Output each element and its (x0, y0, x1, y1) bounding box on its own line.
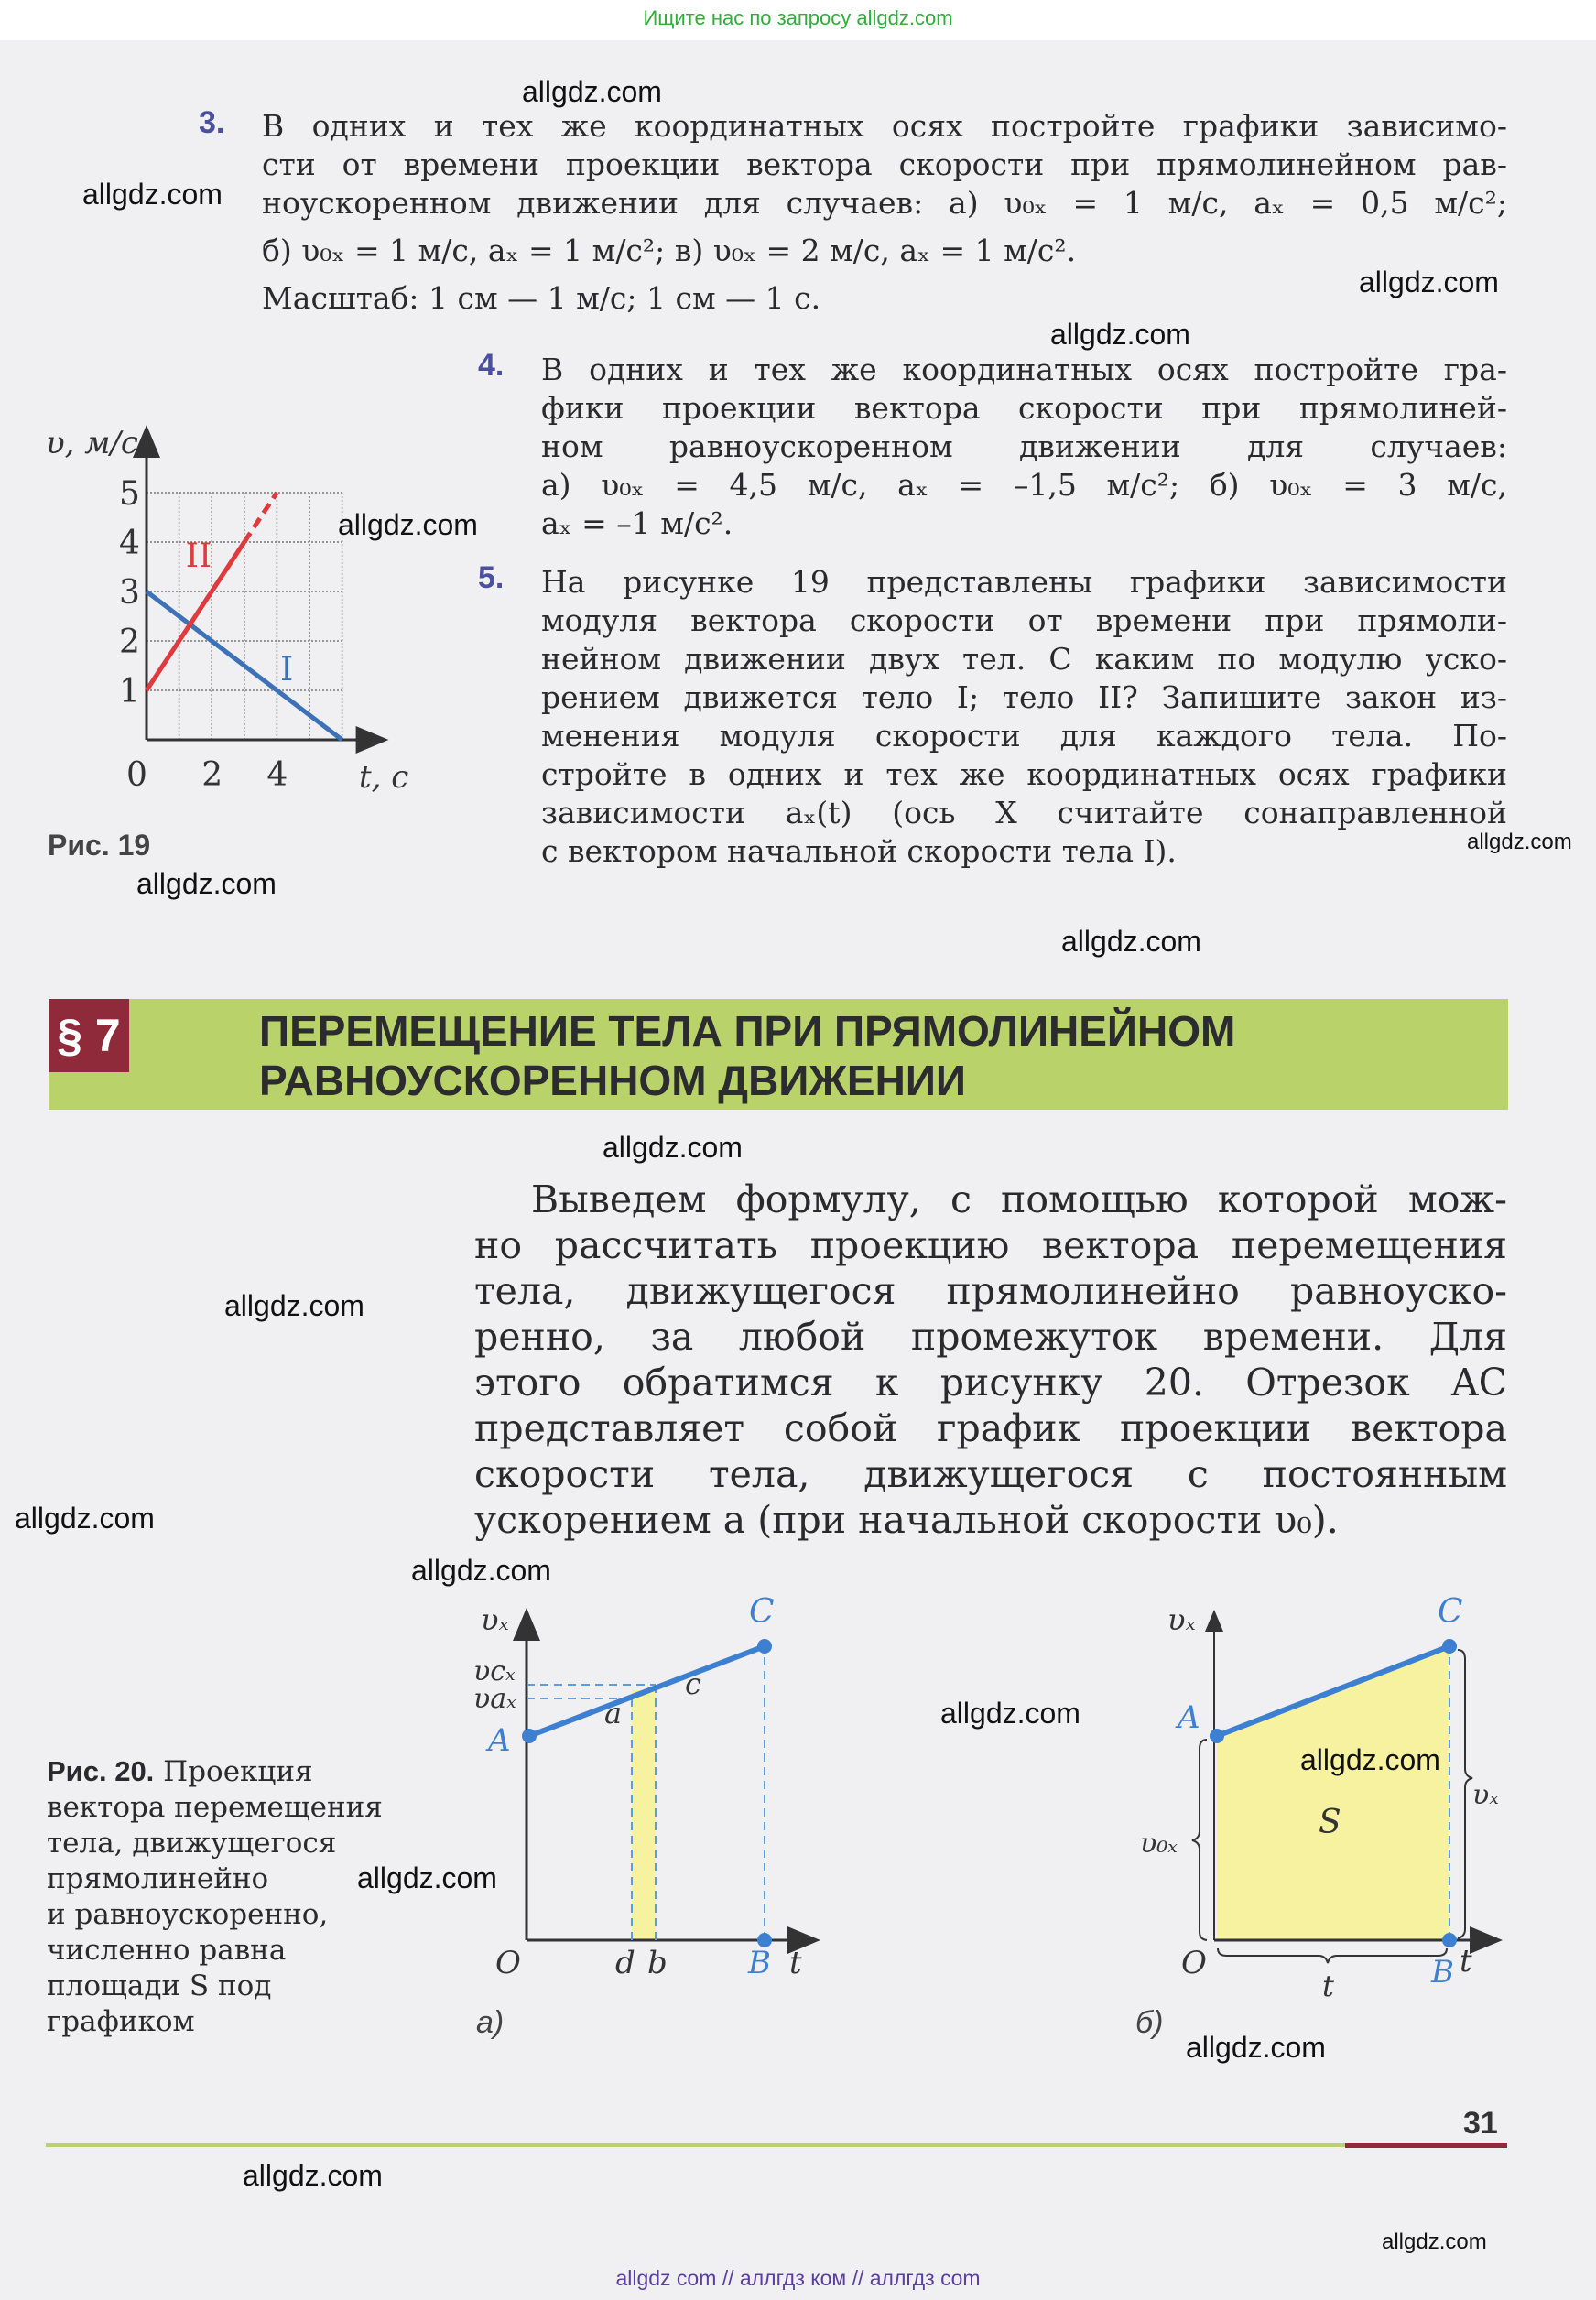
body-paragraph (474, 1177, 1507, 1543)
top-banner: Ищите нас по запросу allgdz.com (0, 0, 1596, 40)
y-tick-label: 2 (119, 624, 140, 661)
label: υₓ (1167, 1602, 1196, 1637)
strip-area (632, 1690, 656, 1940)
text-line: стройте в одних и тех же координатных осях графики (541, 756, 1507, 792)
point-B (1442, 1933, 1457, 1947)
caption-line: и равноускоренно, (47, 1898, 329, 1931)
series-label: I (279, 651, 294, 689)
watermark: allgdz.com (940, 1697, 1080, 1730)
text-line: На рисунке 19 представлены графики зависимости (541, 564, 1507, 600)
y-tick-label: 5 (119, 475, 140, 513)
watermark: allgdz.com (411, 1554, 551, 1587)
text-line: ном равноускоренном движении для случаев: (541, 429, 1507, 464)
text-line: ускорением a (при начальной скорости υ₀). (474, 1498, 1339, 1542)
x-tick-label: 4 (266, 756, 288, 794)
watermark: allgdz.com (1467, 830, 1572, 854)
y-tick-label: 4 (119, 525, 140, 562)
task-number: 4. (478, 348, 505, 383)
watermark: allgdz.com (82, 178, 223, 211)
text-line: нейном движении двух тел. С каким по модулю уско- (541, 641, 1507, 677)
caption-label: Рис. 20. (47, 1755, 155, 1787)
watermark: allgdz.com (522, 75, 662, 108)
point-C (757, 1639, 772, 1654)
text-line: Выведем формулу, с помощью которой мож- (531, 1177, 1507, 1221)
x-tick-label: 0 (126, 756, 147, 794)
task-5-text (541, 563, 1507, 871)
watermark: allgdz.com (224, 1289, 364, 1322)
y-tick-label: 3 (119, 574, 140, 612)
text-line: Масштаб: 1 см — 1 м/с; 1 см — 1 с. (262, 280, 821, 316)
caption-line: Проекция (163, 1755, 313, 1788)
watermark: allgdz.com (1050, 318, 1190, 351)
y-axis-label: υ, м/с (46, 425, 138, 461)
page-number: 31 (1463, 2106, 1498, 2141)
text-line: В одних и тех же координатных осях постройте гра- (541, 352, 1507, 387)
text-line: aₓ = –1 м/с². (541, 505, 733, 541)
bottom-rule-accent (1345, 2143, 1507, 2148)
label: υₓ (481, 1602, 509, 1637)
watermark: allgdz.com (243, 2159, 383, 2192)
section-number-badge: § 7 (49, 999, 129, 1072)
x-axis-label: t, с (359, 759, 409, 796)
caption-line: площади S под (47, 1969, 272, 2002)
label: S (1319, 1804, 1341, 1841)
footer-text: allgdz com // аллгдз ком // аллгдз com (615, 2266, 981, 2290)
watermark: allgdz.com (1382, 2229, 1487, 2254)
label: d (615, 1945, 635, 1981)
task-3-text (262, 107, 1507, 318)
x-tick-label: 2 (201, 756, 223, 794)
figure-19-caption: Рис. 19 (48, 829, 151, 862)
watermark: allgdz.com (1359, 266, 1499, 298)
diagram-a (473, 1593, 815, 2040)
watermark: allgdz.com (1300, 1743, 1440, 1776)
watermark: allgdz.com (1061, 925, 1201, 958)
brace-t (1218, 1948, 1447, 1963)
y-tick-label: 1 (119, 673, 140, 711)
text-line: ренно, за любой промежуток времени. Для (474, 1315, 1507, 1359)
text-line: модуля вектора скорости от времени при прямоли- (541, 602, 1507, 638)
task-number: 5. (478, 560, 505, 595)
text-line: тела, движущегося прямолинейно равноуско- (474, 1269, 1507, 1313)
caption-line: прямолинейно (47, 1862, 269, 1895)
label: t (1460, 1943, 1472, 1980)
figure-20-diagrams (0, 1593, 1596, 2069)
watermark: allgdz.com (603, 1131, 743, 1164)
series-label: II (185, 537, 212, 575)
brace-vx (1458, 1650, 1472, 1938)
label: υₓ (1472, 1779, 1499, 1811)
section-title (259, 1006, 1235, 1105)
text-line: рением движется тело I; тело II? Запишите закон из- (541, 679, 1507, 715)
label: υaₓ (473, 1683, 516, 1715)
text-line: скорости тела, движущегося с постоянным (474, 1452, 1507, 1496)
label: C (1438, 1593, 1463, 1631)
text-line: этого обратимся к рисунку 20. Отрезок AC (474, 1361, 1507, 1405)
text-line: зависимости aₓ(t) (ось X считайте сонаправленной (541, 795, 1507, 830)
label: B (1431, 1954, 1454, 1991)
text-line: фики проекции вектора скорости при прямолиней- (541, 390, 1507, 426)
text-line: В одних и тех же координатных осях постройте графики зависимо- (262, 108, 1507, 144)
label: A (488, 1722, 511, 1759)
label: O (495, 1945, 521, 1981)
figure-19-chart (0, 412, 476, 870)
text-line: сти от времени проекции вектора скорости при прямолинейном рав- (262, 146, 1507, 182)
text-line: б) υ₀ₓ = 1 м/с, aₓ = 1 м/с²; в) υ₀ₓ = 2 м/с, aₓ = 1 м/с². (262, 233, 1077, 268)
text-line: но рассчитать проекцию вектора перемещения (474, 1223, 1507, 1267)
label: b (647, 1945, 668, 1981)
brace-v0x (1192, 1740, 1207, 1940)
point-A (522, 1729, 537, 1743)
series-II-dashed (244, 493, 277, 542)
caption-line: графиком (47, 2005, 195, 2038)
text-line: менения модуля скорости для каждого тела. По- (541, 718, 1507, 754)
label: c (685, 1666, 701, 1701)
section-title-line: ПЕРЕМЕЩЕНИЕ ТЕЛА ПРИ ПРЯМОЛИНЕЙНОМ (259, 1007, 1236, 1055)
text-line: представляет собой график проекции вектора (474, 1406, 1507, 1450)
watermark: allgdz.com (136, 867, 277, 900)
section-title-line: РАВНОУСКОРЕННОМ ДВИЖЕНИИ (259, 1057, 966, 1104)
label: A (1178, 1699, 1200, 1736)
point-C (1442, 1639, 1457, 1654)
label: a (604, 1696, 623, 1730)
label: O (1181, 1945, 1207, 1981)
point-A (1210, 1729, 1224, 1743)
label: t (1322, 1969, 1334, 2003)
subfigure-label: б) (1135, 2005, 1164, 2040)
watermark: allgdz.com (338, 508, 478, 541)
section-header (49, 999, 1508, 1110)
text-line: а) υ₀ₓ = 4,5 м/с, aₓ = –1,5 м/с²; б) υ₀ₓ = 3 м/с, (541, 467, 1507, 503)
caption-line: численно равна (47, 1934, 287, 1967)
label: B (748, 1945, 771, 1981)
text-line: ноускоренном движении для случаев: а) υ₀ₓ = 1 м/с, aₓ = 0,5 м/с²; (262, 185, 1507, 221)
label: υ₀ₓ (1140, 1828, 1178, 1860)
task-number: 3. (199, 105, 225, 140)
watermark: allgdz.com (357, 1861, 497, 1894)
watermark: allgdz.com (1186, 2031, 1326, 2064)
bottom-rule (46, 2143, 1346, 2147)
label: t (789, 1945, 802, 1981)
caption-line: вектора перемещения (47, 1791, 383, 1824)
text-line: с вектором начальной скорости тела I). (541, 833, 1177, 869)
label: υcₓ (473, 1655, 516, 1687)
subfigure-label: а) (476, 2005, 505, 2040)
task-4-text (541, 351, 1507, 543)
caption-line: тела, движущегося (47, 1827, 337, 1860)
diagram-b (1135, 1593, 1499, 2040)
label: C (749, 1593, 775, 1631)
watermark: allgdz.com (15, 1502, 155, 1535)
